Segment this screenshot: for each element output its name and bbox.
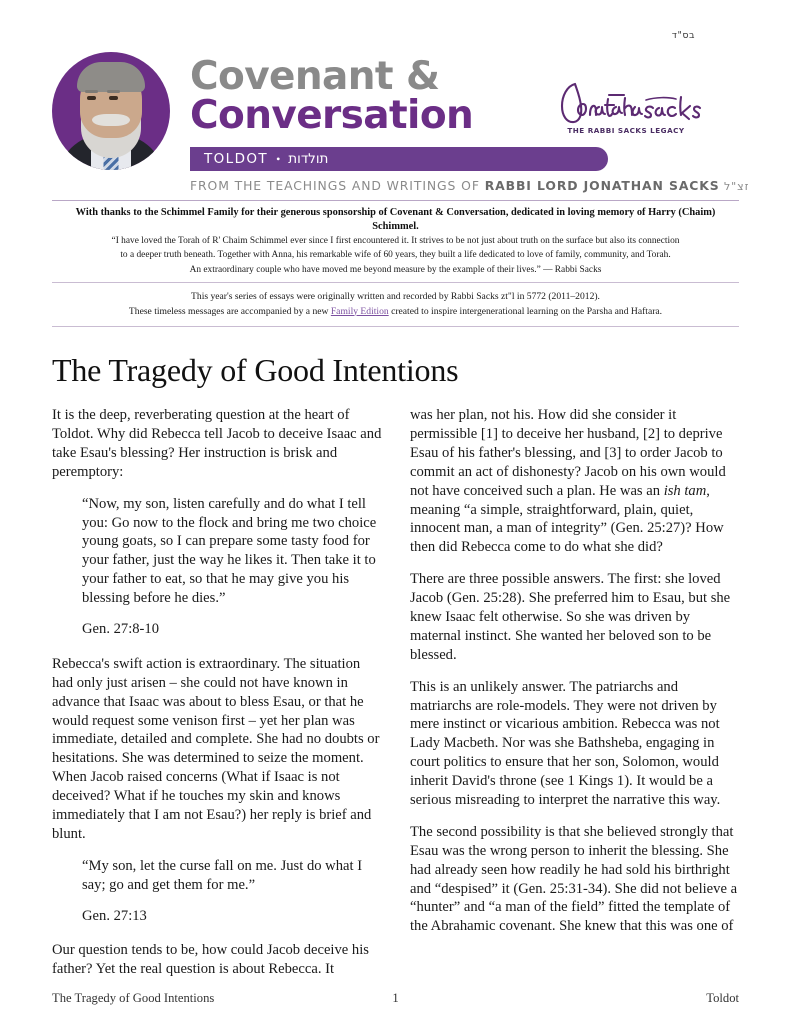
publication-title-line1: Covenant & <box>190 54 440 99</box>
essay-note-line1: This year's series of essays were originally written and recorded by Rabbi Sacks zt"l in 5772 (2011–2012). <box>191 291 600 303</box>
bullet-icon: • <box>276 152 281 167</box>
sponsorship-quote-line2: to a deeper truth beneath. Together with Anna, his remarkable wife of 60 years, they built a life dedicated to love of family, community, and Torah. <box>120 250 671 261</box>
essay-note-block <box>52 283 739 326</box>
footer-article-title: The Tragedy of Good Intentions <box>52 991 215 1005</box>
tagline-prefix: FROM THE TEACHINGS AND WRITINGS OF <box>190 178 485 194</box>
scripture-quote: “My son, let the curse fall on me. Just do what I say; go and get them for me.” <box>82 857 363 893</box>
hebrew-term: ish tam <box>663 482 707 499</box>
portrait-container <box>52 48 174 170</box>
article-columns <box>52 406 739 986</box>
paragraph: was her plan, not his. How did she consider it permissible [1] to deceive her husband, [2] to deprive Esau of his father's blessing, and [3] to order Jacob to commit an act of dishonesty? Jacob on his own would not have conceived such a plan. He was an ish tam, meaning “a simple, straightforward, plain, quiet, innocent man, a man of integrity” (Gen. 25:27)? How then did Rebecca come to do what she did? <box>410 407 726 556</box>
signature-icon <box>549 78 703 130</box>
sponsorship-quote-line3: An extraordinary couple who have moved me beyond measure by the example of their lives.” — Rabbi Sacks <box>189 264 602 275</box>
column-right <box>410 406 739 986</box>
scripture-quote: “Now, my son, listen carefully and do what I tell you: Go now to the flock and bring me two choice young goats, so I can prepare some tasty food for your father, just the way he likes it. Then take it to your father to eat, so that he may give you his blessing before he dies.” <box>82 495 377 607</box>
paragraph: Rebecca's swift action is extraordinary. The situation had only just arisen – she could not have known in advance that Isaac was about to bless Esau, or that he would request some venison first – yet her plan was immediate, detailed and complete. She had no doubts or hesitations. She was determined to seize the moment. When Jacob raised concerns (What if Isaac is not deceived? What if he touches my skin and knows immediately that I am not Esau?) her reply is brief and blunt. <box>52 655 380 842</box>
footer-parsha: Toldot <box>706 991 739 1005</box>
portrait-brow-right <box>107 90 120 93</box>
sponsorship-block <box>52 201 739 282</box>
footer-page-number: 1 <box>392 991 399 1005</box>
bsd-marker: בס"ד <box>671 30 695 41</box>
essay-note-line2-after: created to inspire intergenerational learning on the Parsha and Haftara. <box>388 305 663 317</box>
tagline-author: RABBI LORD JONATHAN SACKS <box>484 178 720 194</box>
portrait-hair <box>77 62 145 92</box>
paragraph: Our question tends to be, how could Jacob deceive his father? Yet the real question is about Rebecca. It <box>52 942 369 978</box>
sponsorship-lead: With thanks to the Schimmel Family for their generous sponsorship of Covenant & Conversation, dedicated in loving memory of Harry (Chaim) Schimmel. <box>75 207 716 233</box>
scripture-citation: Gen. 27:8-10 <box>82 621 160 637</box>
legacy-subtitle: THE RABBI SACKS LEGACY <box>567 126 685 135</box>
paragraph: This is an unlikely answer. The patriarchs and matriarchs are role-models. They were not driven by mere instinct or vicarious ambition. Rebecca was not Lady Macbeth. Nor was she Bathsheba, engaging in court politics to ensure that her son, Solomon, would inherit David's throne (see 1 Kings 1). It would be a serious misreading to interpret the narrative this way. <box>410 678 721 809</box>
tagline-suffix: זצ"ל <box>719 180 750 194</box>
portrait-eye-left <box>87 96 96 100</box>
publication-title-line2: Conversation <box>190 92 474 138</box>
avatar <box>52 52 170 170</box>
paragraph: It is the deep, reverberating question at the heart of Toldot. Why did Rebecca tell Jacob to deceive Isaac and take Esau's blessing? Her instruction is brisk and peremptory: <box>52 407 382 480</box>
divider-bottom <box>52 326 739 327</box>
page-footer <box>52 991 739 1006</box>
portrait-brow-left <box>85 90 98 93</box>
portrait-eye-right <box>109 96 118 100</box>
masthead <box>52 48 750 200</box>
parsha-banner <box>190 147 608 171</box>
portrait-moustache <box>92 114 130 126</box>
rabbi-sacks-legacy-logo <box>549 78 703 135</box>
essay-note-line2 <box>58 305 733 319</box>
page-title: The Tragedy of Good Intentions <box>52 351 459 388</box>
essay-note-line2-before: These timeless messages are accompanied by a new <box>128 305 331 317</box>
paragraph: The second possibility is that she believed strongly that Esau was the wrong person to inherit the blessing. She had already seen how readily he had sold his birthright and “despised” it (Gen. 25:31-34). She did not believe a “hunter” and “a man of the field” fitted the template of the Abrahamic covenant. She knew that this was one of <box>410 823 738 935</box>
column-left <box>52 406 382 986</box>
parsha-name-hebrew: תולדות <box>288 151 329 168</box>
sponsorship-quote-line1: “I have loved the Torah of R' Chaim Schimmel ever since I first encountered it. It strives to be not just about truth on the surface but also its connection <box>111 236 680 247</box>
parsha-name-english: TOLDOT <box>204 151 269 168</box>
paragraph: There are three possible answers. The first: she loved Jacob (Gen. 25:28). She preferred him to Esau, but she knew Isaac felt otherwise. So she was driven by maternal instinct. She wanted her beloved son to be blessed. <box>410 571 731 663</box>
scripture-citation: Gen. 27:13 <box>82 907 147 924</box>
family-edition-link[interactable]: Family Edition <box>330 305 389 317</box>
masthead-tagline <box>190 178 750 194</box>
